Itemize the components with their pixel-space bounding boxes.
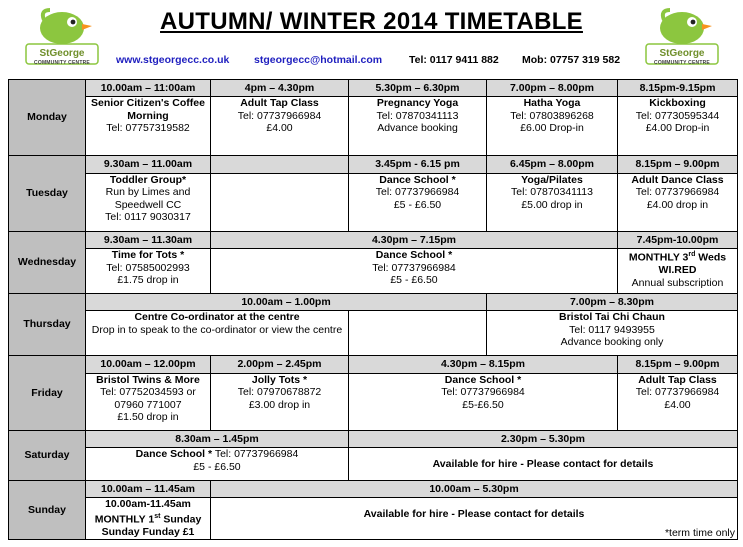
- time-slot: 8.15pm – 9.00pm: [618, 156, 738, 173]
- activity-name: Senior Citizen's Coffee Morning: [91, 97, 205, 122]
- activity-row: [9, 373, 738, 430]
- activity-name-part: Sunday: [160, 513, 202, 526]
- activity-cell: [618, 249, 738, 294]
- activity-name: Adult Tap Class: [638, 373, 717, 386]
- activity-price: £5 - £6.50: [193, 460, 241, 473]
- activity-name-part: MONTHLY 3: [628, 251, 689, 264]
- time-row: [9, 430, 738, 447]
- activity-price: £4.00 drop in: [646, 198, 709, 211]
- time-row: [9, 156, 738, 173]
- logo-brand: StGeorge: [659, 48, 705, 59]
- activity-name: Adult Tap Class: [240, 97, 319, 110]
- activity-name: Toddler Group*: [109, 173, 187, 186]
- activity-price: Sunday Funday £1: [101, 525, 195, 538]
- time-slot: 10.00am – 11.45am: [86, 480, 211, 497]
- time-slot: 3.45pm - 6.15 pm: [349, 156, 487, 173]
- time-slot: [211, 156, 349, 173]
- activity-name: Dance School *: [444, 373, 522, 386]
- time-slot: 7.00pm – 8.00pm: [487, 80, 618, 97]
- activity-cell: [618, 373, 738, 430]
- hire-notice: Available for hire - Please contact for details: [432, 457, 654, 470]
- activity-price: £1.50 drop in: [117, 411, 179, 424]
- activity-contact: Tel: 07737966984: [441, 386, 525, 399]
- activity-price: £4.00: [664, 398, 691, 411]
- activity-row: [9, 311, 738, 356]
- activity-name: Kickboxing: [649, 97, 706, 110]
- activity-name: Bristol Twins & More: [96, 373, 200, 386]
- ordinal-suffix: st: [154, 512, 161, 520]
- logo-brand: StGeorge: [39, 48, 85, 59]
- time-slot: 7.00pm – 8.30pm: [487, 294, 738, 311]
- mob-text: Mob: 07757 319 582: [522, 54, 621, 66]
- activity-contact: Tel: 07737966984: [212, 448, 299, 461]
- activity-name: Yoga/Pilates: [521, 173, 583, 186]
- activity-name: Dance School *: [379, 173, 456, 186]
- activity-cell: [618, 97, 738, 156]
- activity-price: £4.00: [266, 122, 293, 135]
- time-slot: 10.00am – 5.30pm: [211, 480, 738, 497]
- time-row: [9, 231, 738, 248]
- time-row: [9, 80, 738, 97]
- time-slot: 10.00am – 12.00pm: [86, 356, 211, 373]
- activity-name-part: Weds WI.RED: [658, 251, 727, 277]
- activity-name: Adult Dance Class: [631, 173, 724, 186]
- activity-name: Centre Co-ordinator at the centre: [134, 311, 300, 324]
- activity-price: £6.00 Drop-in: [520, 122, 584, 135]
- activity-price: Advance booking: [377, 122, 458, 135]
- activity-row: [9, 173, 738, 231]
- day-label: Wednesday: [9, 231, 86, 293]
- page-title: AUTUMN/ WINTER 2014 TIMETABLE: [160, 8, 583, 35]
- activity-name: Time for Tots *: [111, 249, 185, 262]
- time-row: [9, 294, 738, 311]
- activity-contact: Tel: 07757319582: [106, 122, 190, 135]
- time-row: [9, 480, 738, 497]
- activity-contact: Tel: 07803896268: [510, 109, 594, 122]
- day-label: Monday: [9, 80, 86, 156]
- activity-cell: [349, 373, 618, 430]
- activity-cell: [211, 249, 618, 294]
- time-slot: 9.30am – 11.00am: [86, 156, 211, 173]
- activity-row: [9, 249, 738, 294]
- activity-time: 10.00am-11.45am: [105, 498, 191, 511]
- activity-name: [88, 511, 208, 526]
- time-slot: 4pm – 4.30pm: [211, 80, 349, 97]
- day-label: Thursday: [9, 294, 86, 356]
- activity-cell: [487, 311, 738, 356]
- activity-name-part: MONTHLY 1: [94, 513, 155, 526]
- time-slot: 8.15pm – 9.00pm: [618, 356, 738, 373]
- activity-cell: [211, 498, 738, 540]
- email-link[interactable]: stgeorgecc@hotmail.com: [254, 54, 383, 66]
- activity-cell: [618, 173, 738, 231]
- time-slot: 10.00am – 1.00pm: [86, 294, 487, 311]
- activity-price: Annual subscription: [631, 276, 724, 289]
- time-slot: 2.00pm – 2.45pm: [211, 356, 349, 373]
- activity-cell: [86, 373, 211, 430]
- activity-name: [620, 249, 735, 277]
- activity-cell: [487, 97, 618, 156]
- activity-contact: Tel: 07585002993: [106, 261, 190, 274]
- activity-name: Bristol Tai Chi Chaun: [559, 311, 665, 324]
- activity-price: £4.00 Drop-in: [645, 122, 710, 135]
- time-slot: 2.30pm – 5.30pm: [349, 430, 738, 447]
- activity-contact: Tel: 07737966984: [635, 386, 720, 399]
- activity-contact: Tel: 07752034593 or 07960 771007: [100, 386, 196, 411]
- activity-row: [9, 448, 738, 481]
- logo-right: [640, 4, 724, 72]
- time-slot: 8.15pm-9.15pm: [618, 80, 738, 97]
- activity-cell: [86, 97, 211, 156]
- day-label: Tuesday: [9, 156, 86, 231]
- activity-name: Hatha Yoga: [523, 97, 581, 110]
- time-slot: 9.30am – 11.30am: [86, 231, 211, 248]
- activity-cell: [487, 173, 618, 231]
- timetable: [8, 79, 738, 540]
- activity-row: [9, 97, 738, 156]
- activity-price: £5 - £6.50: [390, 274, 438, 287]
- activity-contact: Tel: 07870341113: [511, 186, 593, 199]
- activity-cell: [211, 373, 349, 430]
- time-slot: 6.45pm – 8.00pm: [487, 156, 618, 173]
- activity-name: Pregnancy Yoga: [376, 97, 459, 110]
- activity-price: £5-£6.50: [462, 398, 504, 411]
- activity-price: £5.00 drop in: [521, 198, 583, 211]
- time-slot: 10.00am – 11:00am: [86, 80, 211, 97]
- time-slot: 4.30pm – 7.15pm: [211, 231, 618, 248]
- activity-name: Dance School *: [135, 448, 213, 461]
- day-label: Friday: [9, 356, 86, 430]
- logo-sub: COMMUNITY CENTRE: [34, 60, 90, 66]
- activity-cell: [86, 311, 349, 356]
- activity-info: Run by Limes and Speedwell CC: [105, 186, 191, 211]
- activity-cell: [86, 498, 211, 540]
- time-row: [9, 356, 738, 373]
- time-slot: 7.45pm-10.00pm: [618, 231, 738, 248]
- activity-contact: Tel: 07737966984: [635, 186, 720, 199]
- ordinal-suffix: rd: [688, 251, 696, 259]
- activity-cell-empty: [211, 173, 349, 231]
- activity-contact: Tel: 0117 9493955: [569, 323, 655, 336]
- website-link[interactable]: www.stgeorgecc.co.uk: [116, 54, 230, 66]
- activity-contact: Tel: 07737966984: [237, 109, 322, 122]
- activity-contact: Tel: 07870341113: [376, 109, 459, 122]
- activity-cell: [349, 448, 738, 481]
- activity-price: £3.00 drop in: [248, 398, 311, 411]
- activity-cell: [86, 448, 349, 481]
- activity-contact: Tel: 07730595344: [635, 109, 720, 122]
- activity-contact: Tel: 07737966984: [372, 261, 456, 274]
- time-slot: 4.30pm – 8.15pm: [349, 356, 618, 373]
- activity-contact: Tel: 0117 9030317: [105, 211, 191, 224]
- activity-name: Jolly Tots *: [251, 373, 308, 386]
- activity-price: £1.75 drop in: [117, 274, 179, 287]
- activity-contact: Tel: 07737966984: [375, 186, 460, 199]
- time-slot: 8.30am – 1.45pm: [86, 430, 349, 447]
- activity-info: Advance booking only: [560, 336, 664, 349]
- activity-cell: [86, 249, 211, 294]
- day-label: Sunday: [9, 480, 86, 539]
- term-time-note: *term time only: [664, 526, 735, 539]
- activity-cell: [211, 97, 349, 156]
- hire-notice: Available for hire - Please contact for details: [363, 508, 585, 520]
- activity-cell: [349, 97, 487, 156]
- activity-cell: [86, 173, 211, 231]
- activity-cell: [349, 173, 487, 231]
- day-label: Saturday: [9, 430, 86, 480]
- time-slot: 5.30pm – 6.30pm: [349, 80, 487, 97]
- activity-row: [9, 498, 738, 540]
- activity-contact: Tel: 07970678872: [237, 386, 322, 399]
- activity-info: Drop in to speak to the co-ordinator or view the centre: [91, 323, 343, 336]
- activity-cell-empty: [349, 311, 487, 356]
- activity-name: Dance School *: [375, 249, 453, 262]
- activity-price: £5 - £6.50: [393, 198, 442, 211]
- tel-text: Tel: 0117 9411 882: [409, 54, 499, 66]
- logo-sub: COMMUNITY CENTRE: [654, 60, 710, 66]
